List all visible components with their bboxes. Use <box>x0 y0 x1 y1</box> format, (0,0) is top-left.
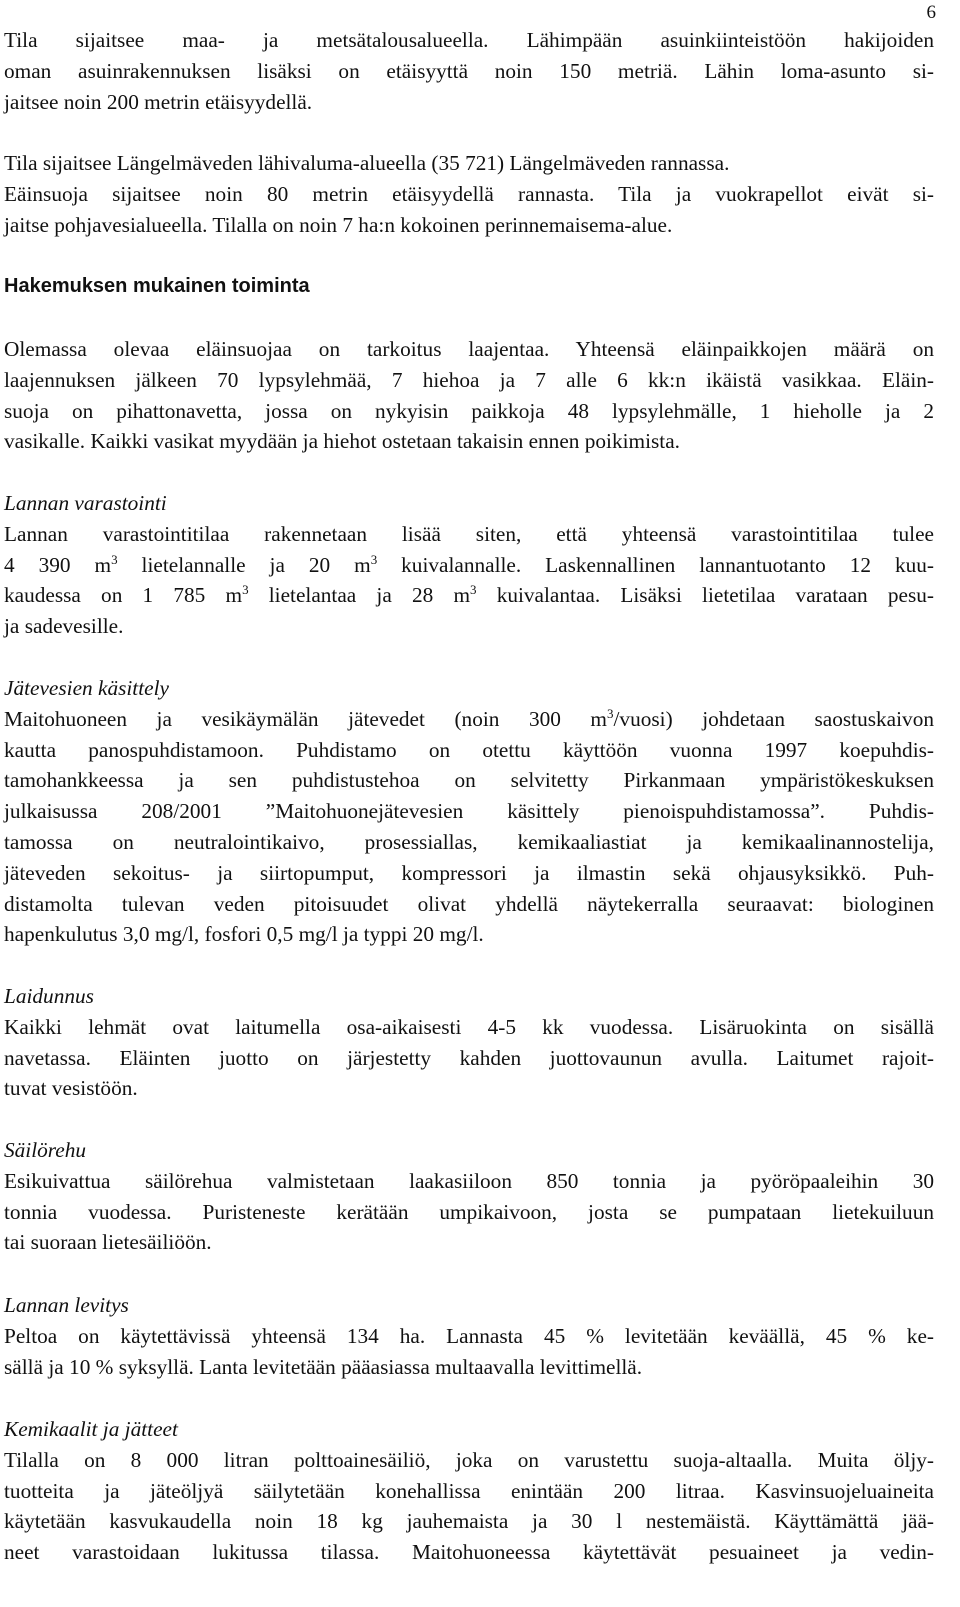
chemicals-section <box>4 1414 934 1568</box>
text-line: Peltoa on käytettävissä yhteensä 134 ha. Lannasta 45 % levitetään keväällä, 45 % ke- <box>4 1323 934 1348</box>
text-line: Esikuivattua säilörehua valmistetaan laakasiiloon 850 tonnia ja pyöröpaaleihin 30 <box>4 1168 934 1193</box>
text-line: tai suoraan lietesäiliöön. <box>4 1230 212 1255</box>
text-line: hapenkulutus 3,0 mg/l, fosfori 0,5 mg/l ja typpi 20 mg/l. <box>4 922 484 947</box>
subsection-heading: Laidunnus <box>4 984 94 1008</box>
text-line: julkaisussa 208/2001 ”Maitohuonejätevesien käsittely pienoispuhdistamossa”. Puhdis- <box>4 799 934 824</box>
text-line: tamohankkeessa ja sen puhdistustehoa on selvitetty Pirkanmaan ympäristökeskuksen <box>4 768 934 793</box>
text-line: Olemassa olevaa eläinsuojaa on tarkoitus laajentaa. Yhteensä eläinpaikkojen määrä on <box>4 337 934 361</box>
text-line: neet varastoidaan lukitussa tilassa. Maitohuoneessa käytettävät pesuaineet ja vedin- <box>4 1540 934 1565</box>
text-line: navetassa. Eläinten juotto on järjestetty kahden juottovaunun avulla. Laitumet rajoit- <box>4 1045 934 1070</box>
intro-paragraph <box>4 25 934 117</box>
text-line: laajennuksen jälkeen 70 lypsylehmää, 7 hiehoa ja 7 alle 6 kk:n ikäistä vasikkaa. Eläin- <box>4 367 934 392</box>
text-line: tonnia vuodessa. Puristeneste kerätään umpikaivoon, josta se pumpataan lietekuiluun <box>4 1199 934 1224</box>
text-line: sällä ja 10 % syksyllä. Lanta levitetään pääasiassa multaavalla levittimellä. <box>4 1354 643 1379</box>
text-line: tuotteita ja jäteöljyä säilytetään konehallissa enintään 200 litraa. Kasvinsuojeluaineita <box>4 1478 934 1503</box>
location-paragraph <box>4 148 934 240</box>
text-line: käytetään kasvukaudella noin 18 kg jauhemaista ja 30 l nestemäistä. Käyttämättä jää- <box>4 1509 934 1534</box>
operation-paragraph <box>4 334 934 457</box>
text-line: vasikalle. Kaikki vasikat myydään ja hiehot ostetaan takaisin ennen poikimista. <box>4 429 680 454</box>
subsection-heading: Säilörehu <box>4 1138 87 1162</box>
text-line: Maitohuoneen ja vesikäymälän jätevedet (noin 300 $m^3/vuosi$) johdetaan saostuskaivon <box>4 705 935 731</box>
text-line: jäteveden sekoitus- ja siirtopumput, kompressori ja ilmastin sekä ohjausyksikkö. Puh- <box>4 860 934 885</box>
subsection-heading: Kemikaalit ja jätteet <box>4 1417 178 1441</box>
pasture-section <box>4 981 934 1104</box>
text-line: distamolta tulevan veden pitoisuudet olivat yhdellä näytekerralla seuraavat: biologinen <box>4 891 934 916</box>
subsection-heading: Jätevesien käsittely <box>4 676 169 700</box>
text-line: ja sadevesille. <box>4 614 124 639</box>
subsection-heading: Lannan levitys <box>4 1293 129 1317</box>
subsection-heading: Lannan varastointi <box>4 491 167 515</box>
text-line: 4 390 $m^3$ lietelannalle ja 20 $m^3$ kuivalannalle. Laskennallinen lannantuotanto 12 kuu- <box>4 551 934 577</box>
text-line: kautta panospuhdistamoon. Puhdistamo on otettu käyttöön vuonna 1997 koepuhdis- <box>4 737 934 762</box>
text-line: Tilalla on 8 000 litran polttoainesäiliö, joka on varustettu suoja-altaalla. Muita öljy- <box>4 1447 934 1472</box>
silage-section <box>4 1135 934 1258</box>
text-line: jaitsee noin 200 metrin etäisyydellä. <box>4 89 313 114</box>
text-line: Eäinsuoja sijaitsee noin 80 metrin etäisyydellä rannasta. Tila ja vuokrapellot eivät si- <box>4 181 934 206</box>
text-line: tuvat vesistöön. <box>4 1076 138 1101</box>
text-line: Kaikki lehmät ovat laitumella osa-aikaisesti 4-5 kk vuodessa. Lisäruokinta on sisällä <box>4 1014 934 1039</box>
text-line: suoja on pihattonavetta, jossa on nykyisin paikkoja 48 lypsylehmälle, 1 hieholle ja 2 <box>4 398 934 423</box>
wastewater-section <box>4 673 934 950</box>
manure-storage-section <box>4 488 934 642</box>
text-line: Tila sijaitsee Längelmäveden lähivaluma-alueella (35 721) Längelmäveden rannassa. <box>4 151 730 175</box>
text-line: Tila sijaitsee maa- ja metsätalousalueella. Lähimpään asuinkiinteistöön hakijoiden <box>4 28 934 52</box>
text-line: tamossa on neutralointikaivo, prosessiallas, kemikaaliastiat ja kemikaalinannostelija, <box>4 829 934 854</box>
text-line: oman asuinrakennuksen lisäksi on etäisyyttä noin 150 metriä. Lähin loma-asunto si- <box>4 58 934 83</box>
text-line: jaitse pohjavesialueella. Tilalla on noin 7 ha:n kokoinen perinnemaisema-alue. <box>4 212 673 237</box>
section-heading: Hakemuksen mukainen toiminta <box>4 275 310 297</box>
page-number: 6 <box>926 2 936 23</box>
text-line: Lannan varastointitilaa rakennetaan lisää siten, että yhteensä varastointitilaa tulee <box>4 521 934 546</box>
manure-spreading-section <box>4 1290 934 1382</box>
text-line: kaudessa on 1 785 $m^3$ lietelantaa ja 28 $m^3$ kuivalantaa. Lisäksi lietetilaa varataan pesu- <box>4 582 934 608</box>
